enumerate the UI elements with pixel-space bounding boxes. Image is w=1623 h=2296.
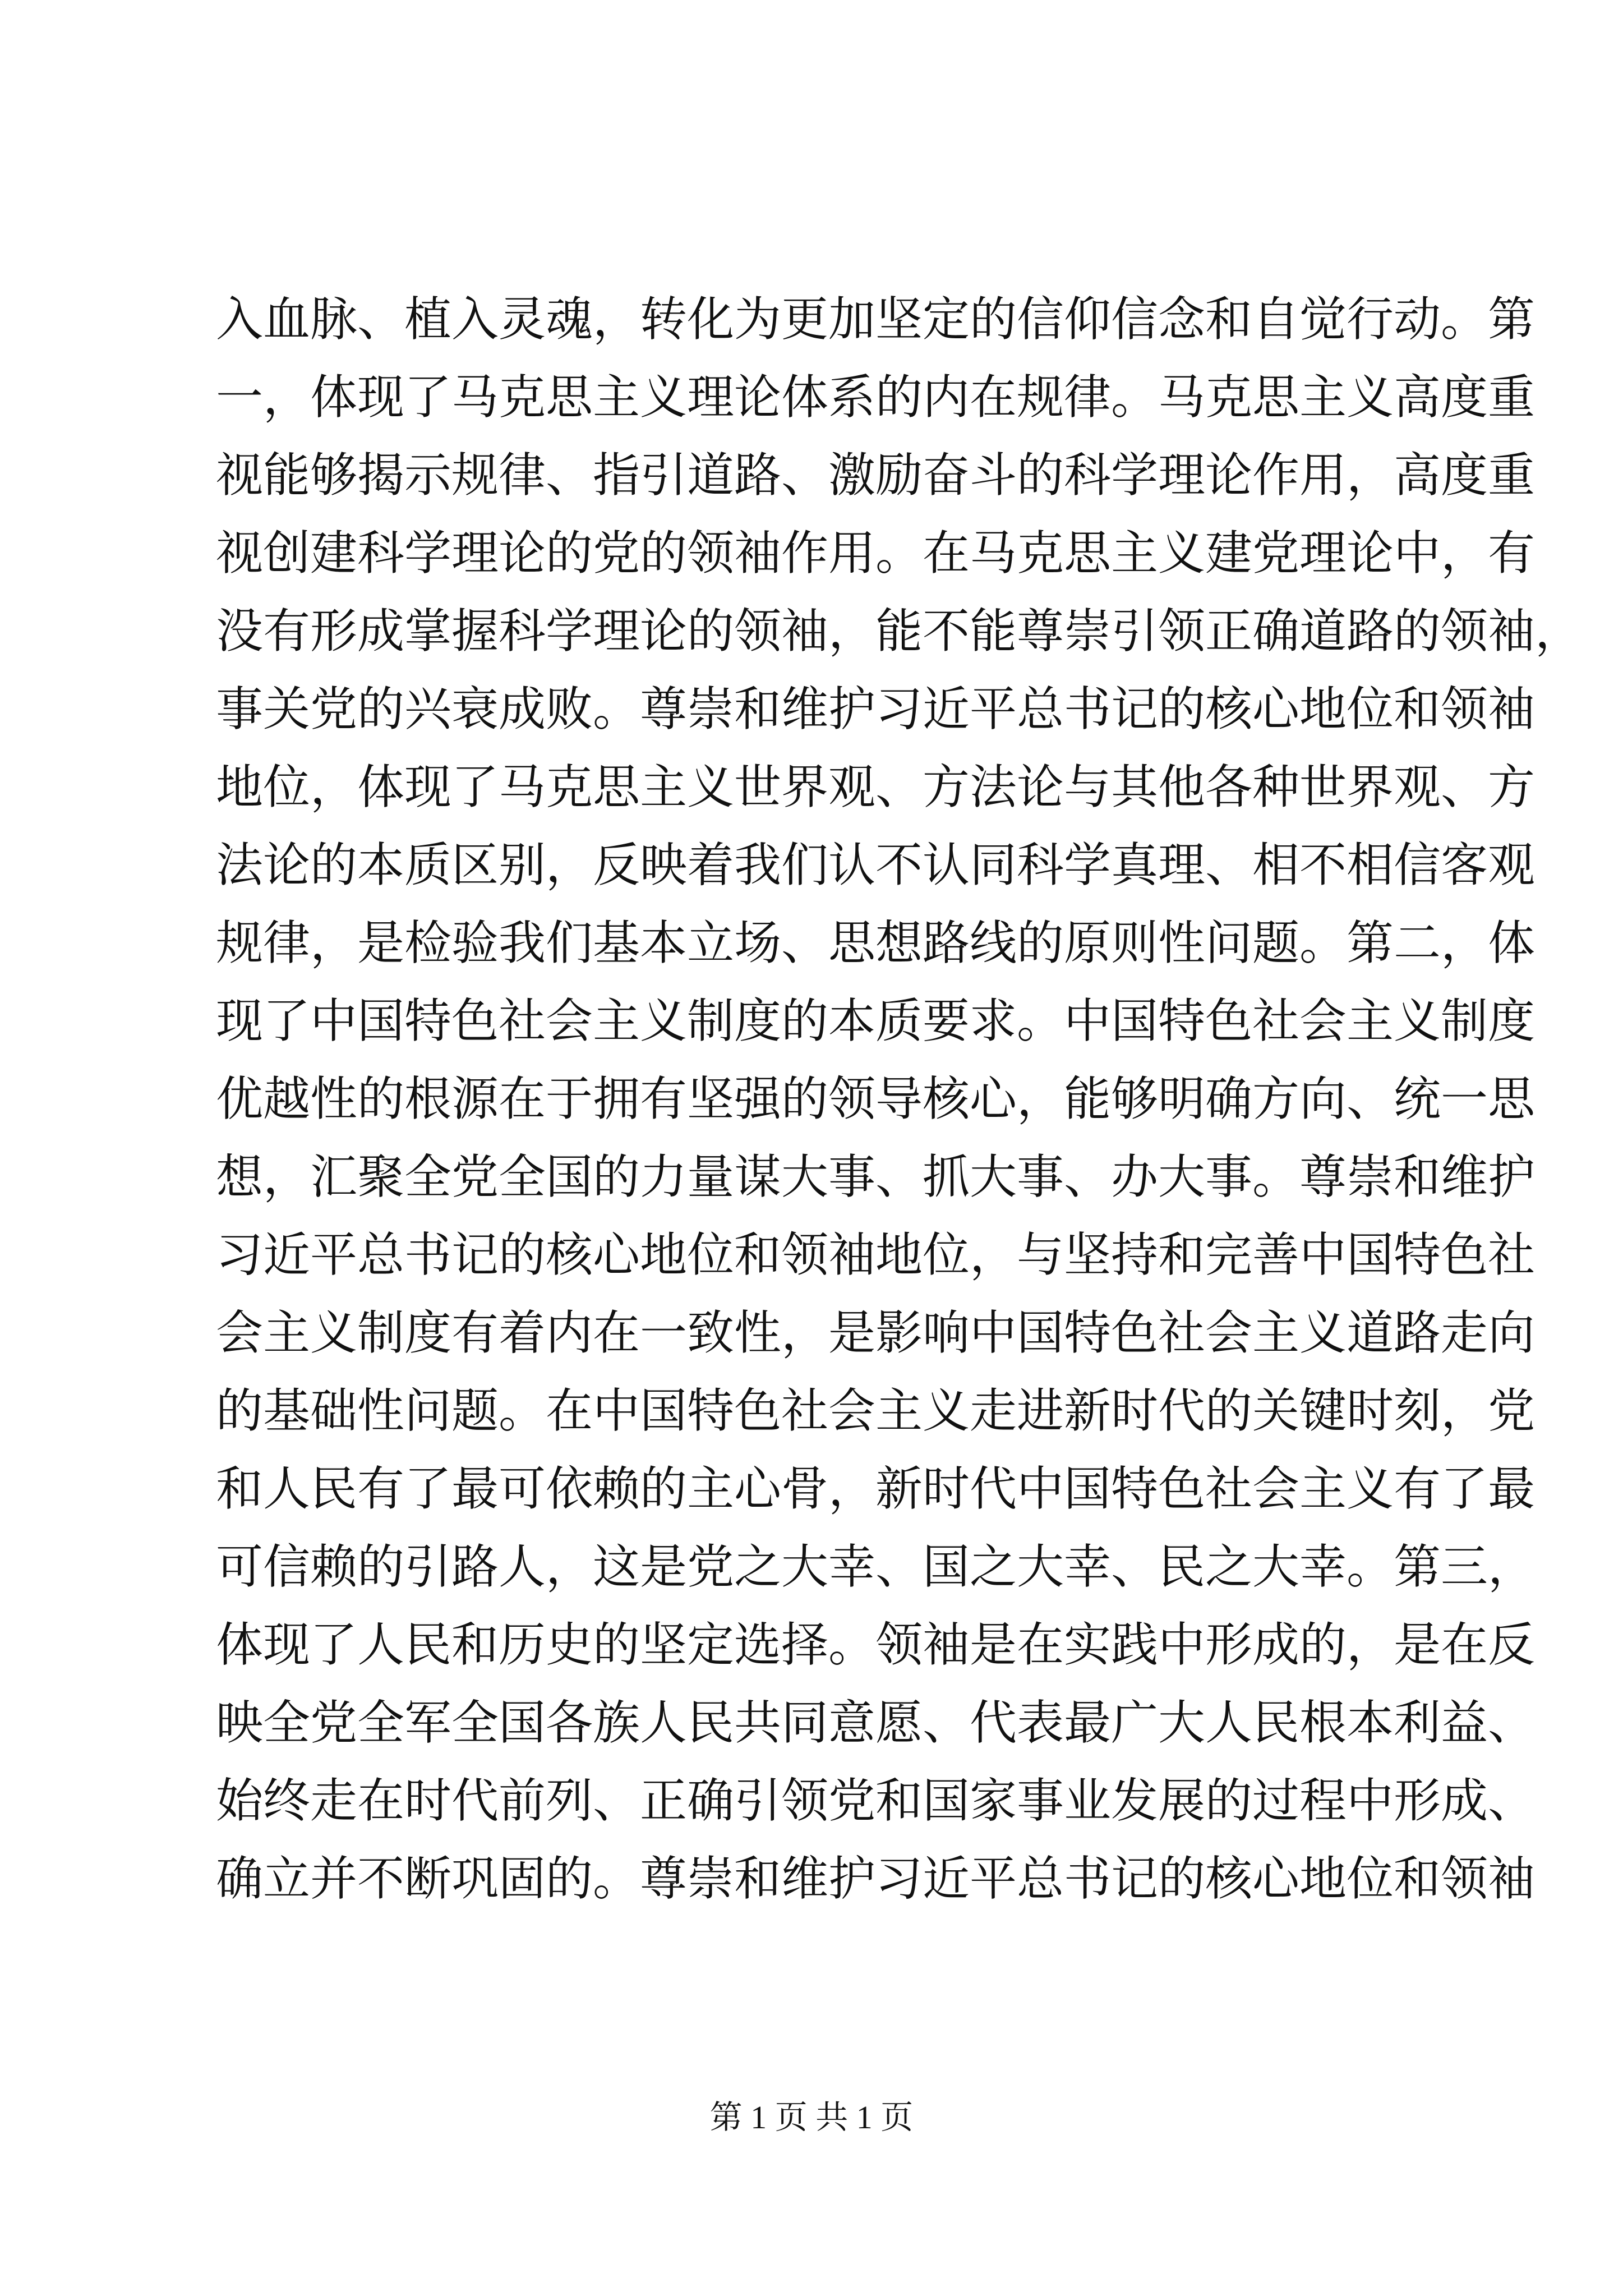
text-line: 会主义制度有着内在一致性，是影响中国特色社会主义道路走向 (216, 1305, 1536, 1360)
text-line: 始终走在时代前列、正确引领党和国家事业发展的过程中形成、 (216, 1773, 1536, 1828)
text-line: 体现了人民和历史的坚定选择。领袖是在实践中形成的，是在反 (216, 1617, 1536, 1672)
text-line: 法论的本质区别，反映着我们认不认同科学真理、相不相信客观 (216, 838, 1536, 892)
text-line: 一，体现了马克思主义理论体系的内在规律。马克思主义高度重 (216, 370, 1536, 425)
text-line: 的基础性问题。在中国特色社会主义走进新时代的关键时刻，党 (216, 1383, 1536, 1438)
text-line: 没有形成掌握科学理论的领袖，能不能尊崇引领正确道路的领袖， (216, 604, 1583, 659)
body-text (216, 280, 1583, 1918)
text-line: 映全党全军全国各族人民共同意愿、代表最广大人民根本利益、 (216, 1695, 1536, 1750)
text-line: 确立并不断巩固的。尊崇和维护习近平总书记的核心地位和领袖 (216, 1851, 1536, 1906)
text-line: 入血脉、植入灵魂，转化为更加坚定的信仰信念和自觉行动。第 (216, 292, 1536, 347)
text-line: 视能够揭示规律、指引道路、激励奋斗的科学理论作用，高度重 (216, 448, 1536, 503)
text-line: 和人民有了最可依赖的主心骨，新时代中国特色社会主义有了最 (216, 1461, 1536, 1516)
text-line: 想，汇聚全党全国的力量谋大事、抓大事、办大事。尊崇和维护 (216, 1149, 1536, 1204)
text-line: 规律，是检验我们基本立场、思想路线的原则性问题。第二，体 (216, 915, 1536, 970)
text-line: 优越性的根源在于拥有坚强的领导核心，能够明确方向、统一思 (216, 1071, 1536, 1126)
text-line: 习近平总书记的核心地位和领袖地位，与坚持和完善中国特色社 (216, 1227, 1536, 1282)
text-line: 地位，体现了马克思主义世界观、方法论与其他各种世界观、方 (216, 760, 1536, 815)
text-line: 现了中国特色社会主义制度的本质要求。中国特色社会主义制度 (216, 993, 1536, 1048)
text-line: 可信赖的引路人，这是党之大幸、国之大幸、民之大幸。第三， (216, 1539, 1536, 1594)
text-line: 事关党的兴衰成败。尊崇和维护习近平总书记的核心地位和领袖 (216, 682, 1536, 737)
text-line: 视创建科学理论的党的领袖作用。在马克思主义建党理论中，有 (216, 526, 1536, 581)
page-number-footer: 第 1 页 共 1 页 (709, 2099, 914, 2136)
